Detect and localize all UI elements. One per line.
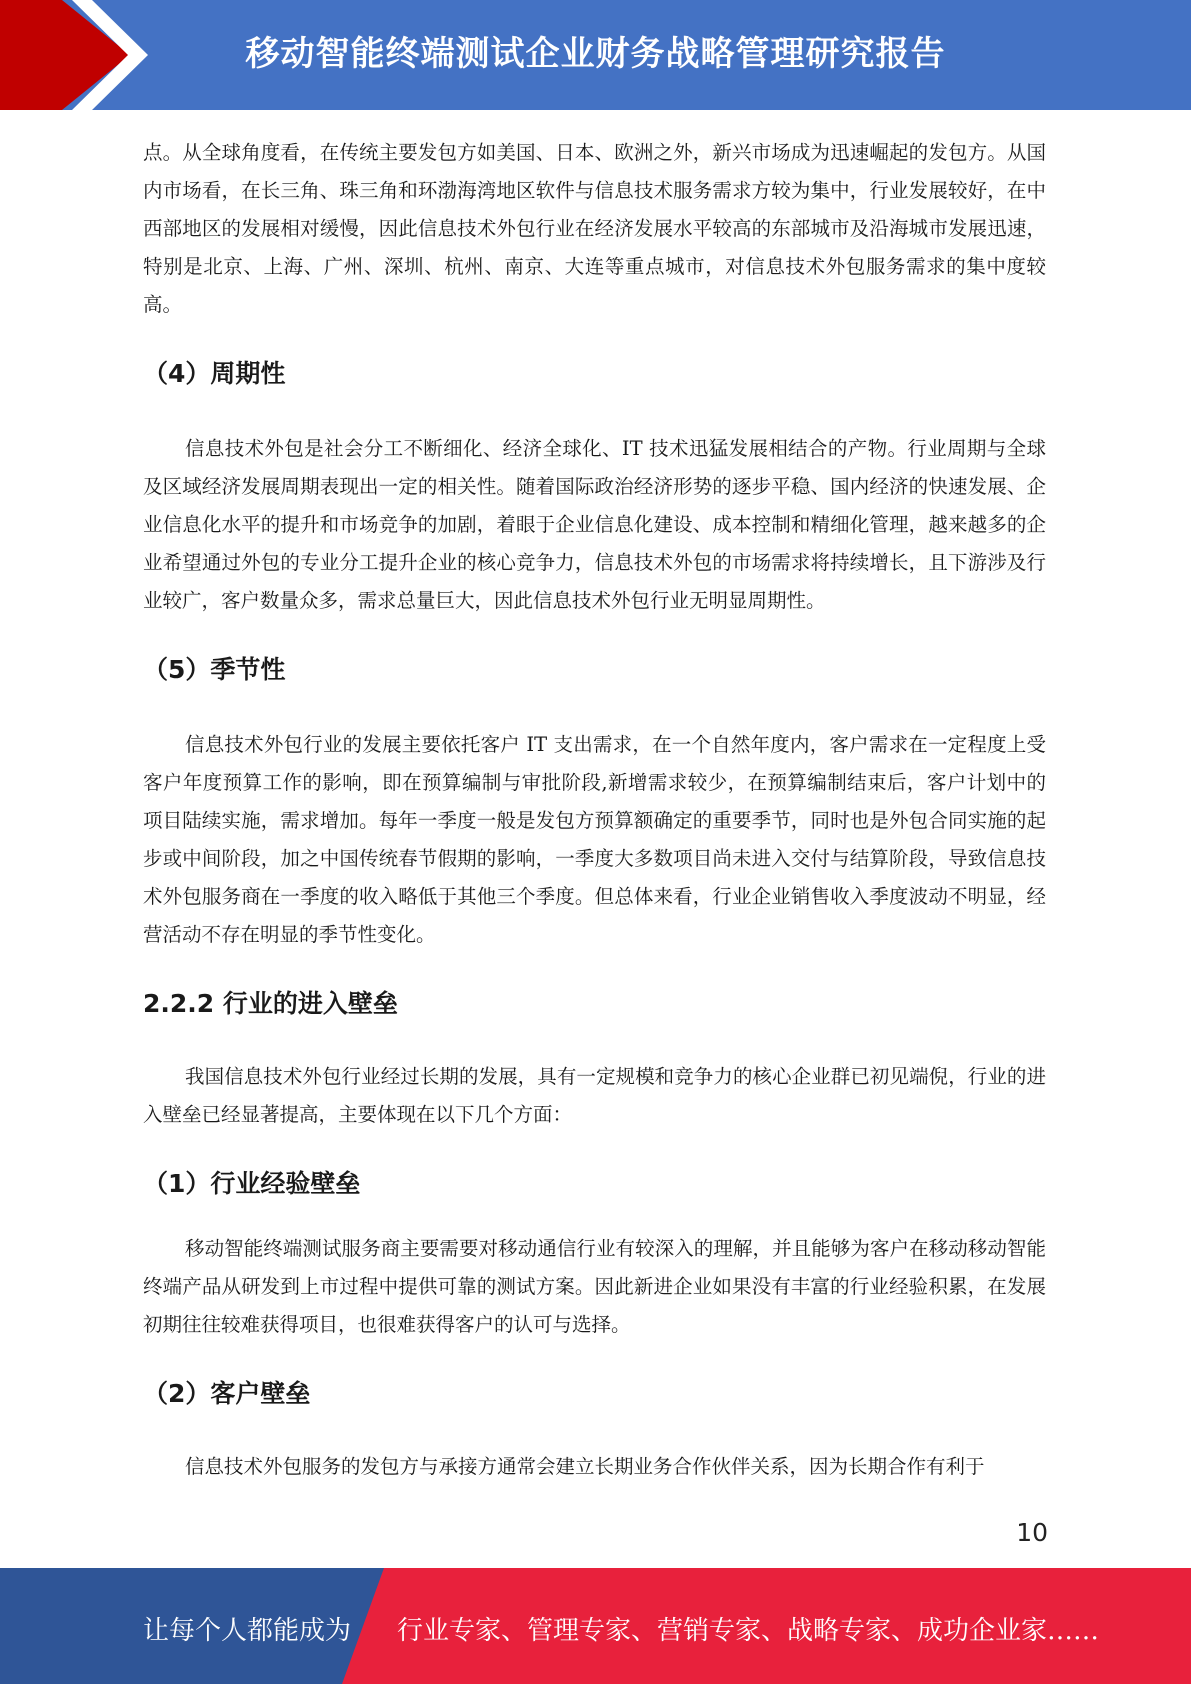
footer-slogan-left: 让每个人都能成为 — [143, 1616, 352, 1646]
heading-entry-barriers: 2.2.2 行业的进入壁垒 — [143, 989, 398, 1018]
footer-banner — [0, 1568, 1191, 1684]
paragraph-customer-barrier: 信息技术外包服务的发包方与承接方通常会建立长期业务合作伙伴关系，因为长期合作有利于 — [185, 1455, 985, 1478]
header-banner — [0, 0, 1191, 110]
report-title: 移动智能终端测试企业财务战略管理研究报告 — [245, 34, 946, 74]
heading-cyclicality: （4）周期性 — [143, 359, 286, 388]
paragraph-entry-barriers: 我国信息技术外包行业经过长期的发展，具有一定规模和竞争力的核心企业群已初见端倪，行业的进入壁垒已经显著提高，主要体现在以下几个方面： — [143, 1065, 1046, 1126]
heading-customer-barrier: （2）客户壁垒 — [143, 1379, 311, 1408]
heading-seasonality: （5）季节性 — [143, 655, 286, 684]
paragraph-cyclicality: 信息技术外包是社会分工不断细化、经济全球化、IT 技术迅猛发展相结合的产物。行业周期与全球及区域经济发展周期表现出一定的相关性。随着国际政治经济形势的逐步平稳、国内经济的快速发展、企业信息化水平的提升和市场竞争的加剧，着眼于企业信息化建设、成本控制和精细化管理，越来越多的企业希望通过外包的专业分工提升企业的核心竞争力，信息技术外包的市场需求将持续增长，且下游涉及行业较广，客户数量众多，需求总量巨大，因此信息技术外包行业无明显周期性。 — [143, 437, 1046, 612]
footer-slogan-right: 行业专家、管理专家、营销专家、战略专家、成功企业家…… — [397, 1616, 1100, 1646]
document-body — [143, 134, 1046, 1486]
page-number: 10 — [1016, 1518, 1048, 1547]
paragraph-continued: 点。从全球角度看，在传统主要发包方如美国、日本、欧洲之外，新兴市场成为迅速崛起的发包方。从国内市场看，在长三角、珠三角和环渤海湾地区软件与信息技术服务需求方较为集中，行业发展较好，在中西部地区的发展相对缓慢，因此信息技术外包行业在经济发展水平较高的东部城市及沿海城市发展迅速，特别是北京、上海、广州、深圳、杭州、南京、大连等重点城市，对信息技术外包服务需求的集中度较高。 — [143, 141, 1046, 316]
heading-industry-experience: （1）行业经验壁垒 — [143, 1169, 361, 1198]
paragraph-industry-experience: 移动智能终端测试服务商主要需要对移动通信行业有较深入的理解，并且能够为客户在移动移动智能终端产品从研发到上市过程中提供可靠的测试方案。因此新进企业如果没有丰富的行业经验积累，在发展初期往往较难获得项目，也很难获得客户的认可与选择。 — [143, 1237, 1046, 1336]
paragraph-seasonality: 信息技术外包行业的发展主要依托客户 IT 支出需求，在一个自然年度内，客户需求在一定程度上受客户年度预算工作的影响，即在预算编制与审批阶段,新增需求较少，在预算编制结束后，客户计划中的项目陆续实施，需求增加。每年一季度一般是发包方预算额确定的重要季节，同时也是外包合同实施的起步或中间阶段，加之中国传统春节假期的影响，一季度大多数项目尚未进入交付与结算阶段，导致信息技术外包服务商在一季度的收入略低于其他三个季度。但总体来看，行业企业销售收入季度波动不明显，经营活动不存在明显的季节性变化。 — [143, 733, 1046, 946]
